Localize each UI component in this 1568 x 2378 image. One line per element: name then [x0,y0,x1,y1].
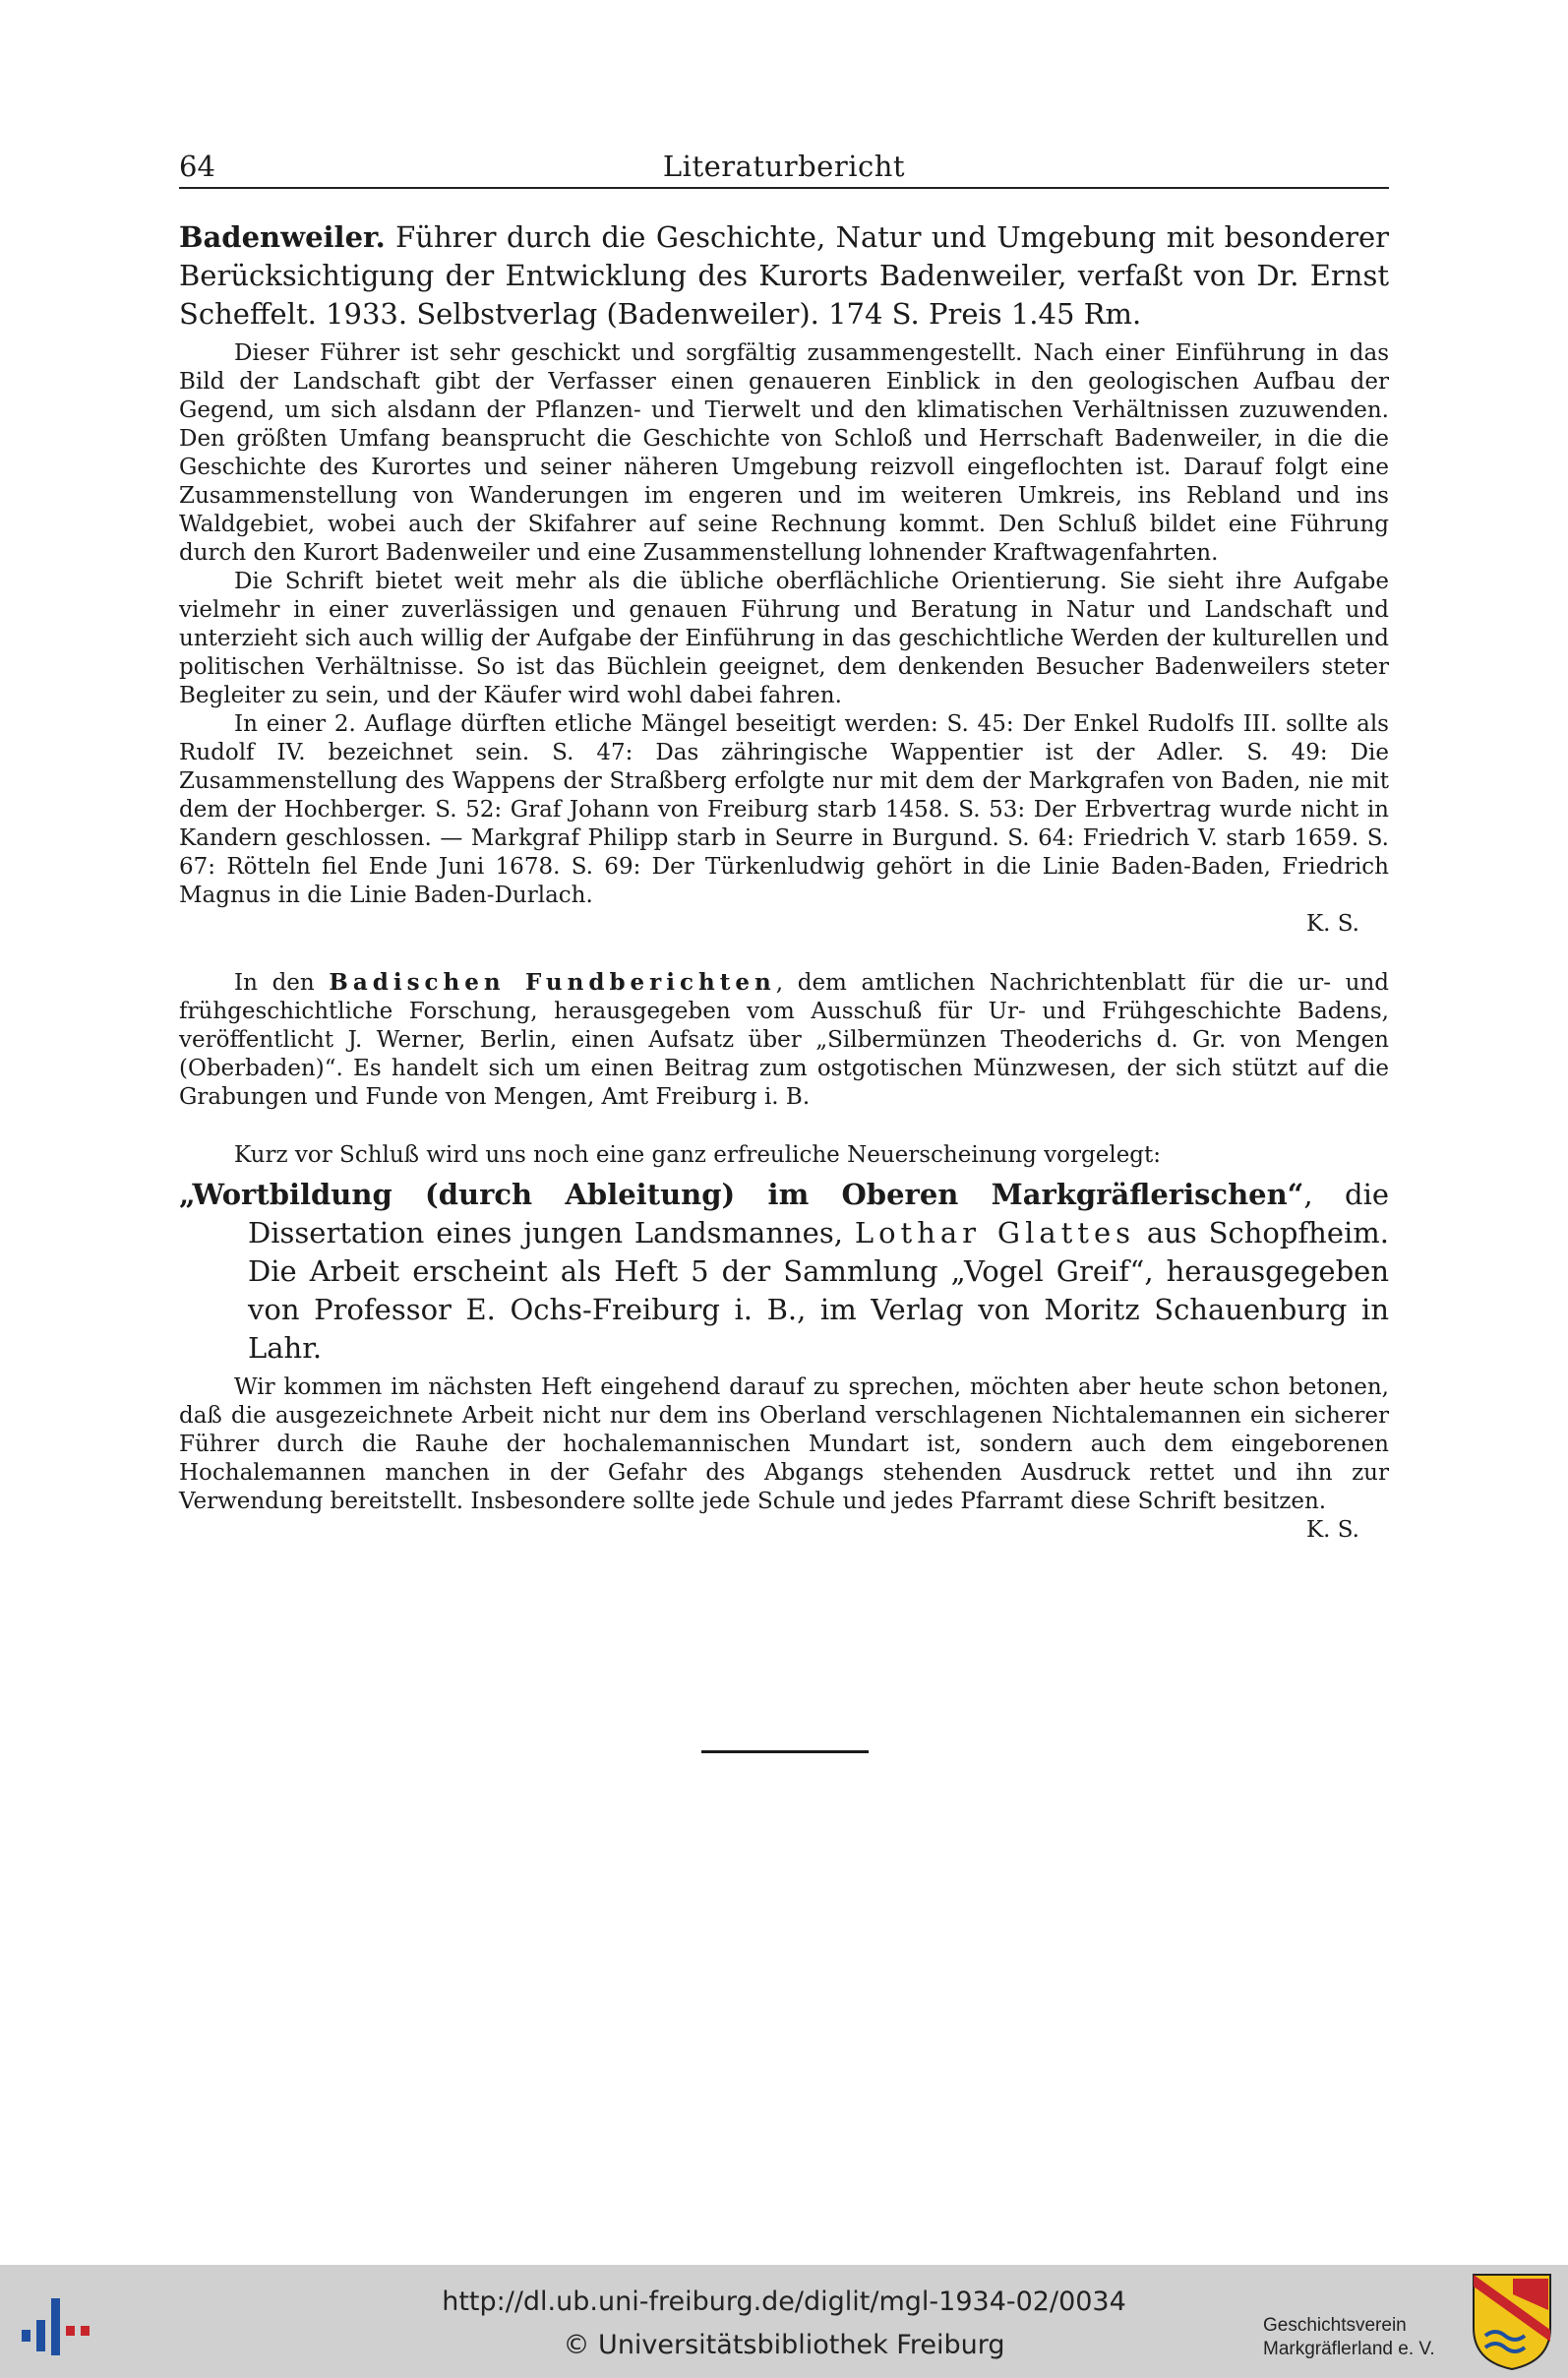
entry-title-badenweiler [179,218,1389,334]
dissertation-author: Lothar Glattes [854,1216,1135,1250]
entry-title-text: Führer durch die Geschichte, Natur und Umgebung mit besonderer Berücksichtigung der Entwicklung des Kurorts Badenweiler, verfaßt von Dr. Ernst Scheffelt. 1933. Selbstverlag (Badenweiler). 174 S. Preis 1.45 Rm. [179,220,1389,331]
review-paragraph-2: Die Schrift bietet weit mehr als die übliche oberflächliche Orientierung. Sie sieht ihre Aufgabe vielmehr in einer zuverlässigen und genauen Führung und Beratung in Natur und Landschaft und unterzieht sich auch willig der Aufgabe der Einführung in das geschichtliche Werden der kulturellen und politischen Verhältnisse. So ist das Büchlein geeignet, dem denkenden Besucher Badenweilers steter Begleiter zu sein, und der Käufer wird wohl dabei fahren. [179,569,1389,708]
new-publication-intro: Kurz vor Schluß wird uns noch eine ganz erfreuliche Neuerscheinung vorgelegt: [234,1142,1162,1168]
dissertation-title-rest-a: , die Dissertation eines jungen Landsmannes, [248,1178,1390,1250]
coat-of-arms-icon [1470,2271,1554,2373]
page-content [179,218,1389,1545]
society-name [1263,2314,1460,2361]
fundberichte-text: , dem amtlichen Nachrichtenblatt für die ur- und frühgeschichtliche Forschung, herausgegeben vom Ausschuß für Ur- und Frühgeschichte Badens, veröffentlicht J. Werner, Berlin, einen Aufsatz über „Silbermünzen Theoderichs d. Gr. von Mengen (Oberbaden)“. Es handelt sich um einen Beitrag zum ostgotischen Münzwesen, der sich stützt auf die Grabungen und Funde von Mengen, Amt Freiburg i. B. [179,970,1390,1110]
copyright-notice: © Universitätsbibliothek Freiburg [563,2330,1005,2360]
fundberichte-lead: In den [234,970,330,996]
source-url-link[interactable]: http://dl.ub.uni-freiburg.de/diglit/mgl-1934-02/0034 [442,2287,1126,2317]
reviewer-signature: K. S. [1305,911,1359,937]
dissertation-paragraph: Wir kommen im nächsten Heft eingehend darauf zu sprechen, möchten aber heute schon betonen, daß die ausgezeichnete Arbeit nicht nur dem ins Oberland verschlagenen Nichtalemannen ein sicherer Führer durch die Rauhe der hochalemannischen Mundart ist, sondern auch dem eingeborenen Hochalemannen manchen in der Gefahr des Abgangs stehenden Ausdruck rettet und ihn zur Verwendung bereitstellt. Insbesondere sollte jede Schule und jedes Pfarramt diese Schrift besitzen. [179,1374,1389,1514]
dissertation-signature: K. S. [1305,1517,1359,1543]
society-name-line-1: Geschichtsverein [1263,2315,1407,2336]
entry-keyword: Badenweiler. [179,220,386,254]
page-header [179,148,1389,189]
end-rule [701,1750,869,1753]
running-head: Literaturbericht [662,150,906,183]
dissertation-title-rest-b: aus Schopfheim. Die Arbeit erscheint als Heft 5 der Sammlung „Vogel Greif“, herausgegeben von Professor E. Ochs-Freiburg i. B., im Verlag von Moritz Schauenburg in Lahr. [248,1216,1389,1365]
page-number: 64 [179,150,215,183]
viewer-footer [0,2265,1568,2378]
dissertation-title-bold: „Wortbildung (durch Ableitung) im Oberen Markgräflerischen“ [179,1178,1304,1211]
dissertation-title [179,1176,1389,1368]
review-paragraph-3: In einer 2. Auflage dürften etliche Mängel beseitigt werden: S. 45: Der Enkel Rudolfs III. sollte als Rudolf IV. bezeichnet sein. S. 47: Das zähringische Wappentier ist der Adler. S. 49: Die Zusammenstellung des Wappens der Straßberg erfolgte nur mit dem der Markgrafen von Baden, nie mit dem der Hochberger. S. 52: Graf Johann von Freiburg starb 1458. S. 53: Der Erbvertrag wurde nicht in Kandern geschlossen. — Markgraf Philipp starb in Seurre in Burgund. S. 64: Friedrich V. starb 1659. S. 67: Rötteln fiel Ende Juni 1678. S. 69: Der Türkenludwig gehört in die Linie Baden-Baden, Friedrich Magnus in die Linie Baden-Durlach. [179,711,1389,908]
fundberichte-title: Badischen Fundberichten [329,969,776,996]
fundberichte-paragraph [179,968,1389,1112]
review-paragraph-1: Dieser Führer ist sehr geschickt und sorgfältig zusammengestellt. Nach einer Einführung in das Bild der Landschaft gibt der Verfasser einen genaueren Einblick in den geologischen Aufbau der Gegend, um sich alsdann der Pflanzen- und Tierwelt und den klimatischen Verhältnissen zuzuwenden. Den größten Umfang beansprucht die Geschichte von Schloß und Herrschaft Badenweiler, in die die Geschichte des Kurortes und seiner näheren Umgebung reizvoll eingeflochten ist. Darauf folgt eine Zusammenstellung von Wanderungen im engeren und im weiteren Umkreis, ins Rebland und ins Waldgebiet, wobei auch der Skifahrer auf seine Rechnung kommt. Den Schluß bildet eine Führung durch den Kurort Badenweiler und eine Zusammenstellung lohnender Kraftwagenfahrten. [179,340,1389,566]
society-name-line-2: Markgräflerland e. V. [1263,2339,1435,2359]
